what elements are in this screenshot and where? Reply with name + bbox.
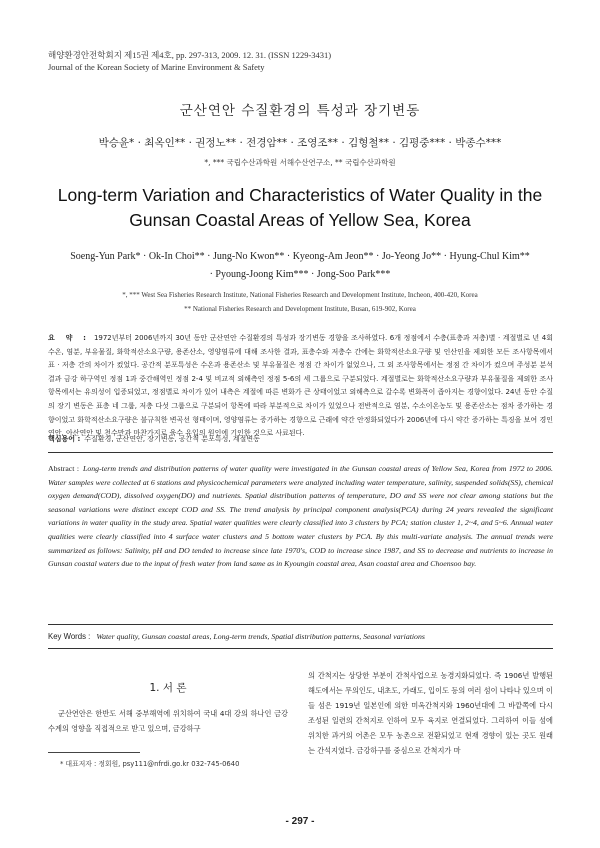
english-keywords-text: Water quality, Gunsan coastal areas, Long-term trends, Spatial distribution patterns, Seasonal variations [96,632,425,641]
korean-authors: 박승윤* · 최옥인** · 권정노** · 전경암** · 조영조** · 김형철** · 김평중*** · 박종수*** [98,137,502,149]
korean-keywords [48,434,260,444]
english-title-line-2: Gunsan Coastal Areas of Yellow Sea, Korea [129,210,471,230]
corresponding-author-footnote: * 대표저자 : 정회원, psy111@nfrdi.go.kr 032-745-0640 [60,760,240,768]
english-abstract-label: Abstract : [48,464,80,473]
korean-abstract-label: 요 약 : [48,334,90,342]
korean-title: 군산연안 수질환경의 특성과 장기변동 [179,103,421,119]
intro-right-column: 의 간척지는 상당한 부분이 간척사업으로 농경지화되었다. 즉 1906년 발행된 해도에서는 무의인도, 내초도, 가래도, 입이도 등의 여러 섬이 나타나 있으며 이들 섬은 1919년 일본인에 의한 미옥간척지와 1960년대에 그 바깥쪽에 다시 조성된 일련의 간척지로 인하여 모두 육지로 연결되었다. 그리하여 이들 섬에 위치한 과거의 어촌은 모두 농촌으로 전환되었고 현재 경향이 있는 곳도 원래는 간석지였다. 금강하구를 중심으로 간척지가 마 [308,671,553,756]
english-authors-line-2: · Pyoung-Joong Kim*** · Jong-Soo Park*** [209,269,391,280]
korean-keywords-label: 핵심용어 : [48,435,81,443]
english-keywords-label: Key Words : [48,632,91,641]
english-authors [0,248,600,284]
korean-abstract [48,332,553,441]
divider-middle [48,624,553,625]
divider-top [48,452,553,453]
section-heading-introduction: 1. 서 론 [149,682,187,694]
journal-header [48,49,331,73]
korean-keywords-text: 수질환경, 군산연안, 장기변동, 공간적 분포특성, 계절변동 [84,435,260,443]
page-number: - 297 - [285,816,315,827]
divider-bottom [48,648,553,649]
english-authors-line-1: Soeng-Yun Park* · Ok-In Choi** · Jung-No Kwon** · Kyeong-Am Jeon** · Jo-Yeong Jo** · Hyung-Chul Kim** [70,251,530,262]
english-affiliation-line-2: ** National Fisheries Research and Development Institute, Busan, 619-902, Korea [184,305,416,313]
korean-affiliation: *, *** 국립수산과학원 서해수산연구소, ** 국립수산과학원 [204,158,396,167]
journal-name: Journal of the Korean Society of Marine Environment & Safety [48,62,265,72]
english-affiliation-line-1: *, *** West Sea Fisheries Research Institute, National Fisheries Research and Development Institute, Incheon, 400-420, Korea [122,291,478,299]
intro-left-column: 군산연안은 한반도 서해 중부해역에 위치하여 국내 4대 강의 하나인 금강수계의 영향을 직접적으로 받고 있으며, 금강하구 [48,709,288,733]
english-abstract [48,462,553,571]
english-affiliation [0,288,600,316]
citation-line: 해양환경안전학회지 제15권 제4호, pp. 297-313, 2009. 12. 31. (ISSN 1229-3431) [48,50,332,60]
english-keywords [48,632,425,641]
korean-abstract-text: 1972년부터 2006년까지 30년 동안 군산연안 수질환경의 특성과 장기변동 경향을 조사하였다. 6개 정점에서 수층(표층과 저층)별 · 계절별로 년 4회 수온, 염분, 부유물질, 화학적산소요구량, 용존산소, 영양염류에 대해 조사한 결과, 표층수와 저층수 간에는 화학적산소요구량 및 인산인을 제외한 모든 조사항목에서 표 · 저층 간의 차이가 컸었다. 공간적 분포특성은 수온과 용존산소 및 부유물질은 정점 간 차이가 없었으나, 그 외 조사항목에서는 정점 간 차이가 컸으며 주성분 분석결과 금강 하구역인 정점 1과 중간해역인 정점 2-4 및 비교적 외해측인 정점 5-6의 세 그룹으로 구분되었다. 계절별로는 화학적산소요구량과 부유물질을 제외한 조사 항목에서는 유의성이 입증되었고, 정점별로 차이가 있어 내측은 계절에 따른 변화가 큰 상태이었고 외해측으로 갈수록 변화폭이 좁아지는 경향이었다. 24년 동안 수질의 장기 변동은 표층 네 그룹, 저층 다섯 그룹으로 구분되어 항목에 따라 부분적으로 차이가 있었으나 전반적으로 염분, 수소이온농도 및 용존산소는 점차 증가하는 경향이었고 화학적산소요구량은 불규칙한 변곡선 형태이며, 영양염류는 증가하는 경향으로 근래에 약간 안정화되었다가 2006년에 다시 약간 증가하는 특징을 보여 경인연안, 아산연안 및 천수만과 마찬가지로 육수 유입의 원인에 기인한 것으로 사료된다. [48,334,553,438]
english-title-line-1: Long-term Variation and Characteristics of Water Quality in the [57,185,543,205]
english-title [0,183,600,233]
footnote-rule [48,752,140,753]
english-abstract-text: Long-term trends and distribution patterns of water quality were investigated in the Gunsan coastal areas of Yellow Sea, Korea from 1972 to 2006. Water samples were collected at 6 stations and physicochemical parameters were analyzed including water temperature, salinity, suspended solids(SS), chemical oxygen demand(COD), dissolved oxygen(DO) and nutrients. Spatial distribution patterns of temperature, DO and SS were not clear among stations but the seasonal variations were distinct except COD and SS. The trend analysis by principal component analysis(PCA) during 24 years revealed the significant variations in water quality in the study area. Spatial water qualities were clearly classified into 3 clusters by PCA; station cluster 1, 2~4, and 5~6. Annual water qualities were clearly classified into 4 surface water clusters and 5 bottom water clusters by PCA. By this multi-variate analysis. The annual trends were summarized as follows: Salinity, pH and DO tended to increase since late 1970's, COD to increase since 1987, and SS to decrease and nutrients to increase in Gunsan coastal waters due to the input of fresh water from land same as in Kyoungin coastal area, Asan coastal area and Choensoo bay. [48,464,553,569]
